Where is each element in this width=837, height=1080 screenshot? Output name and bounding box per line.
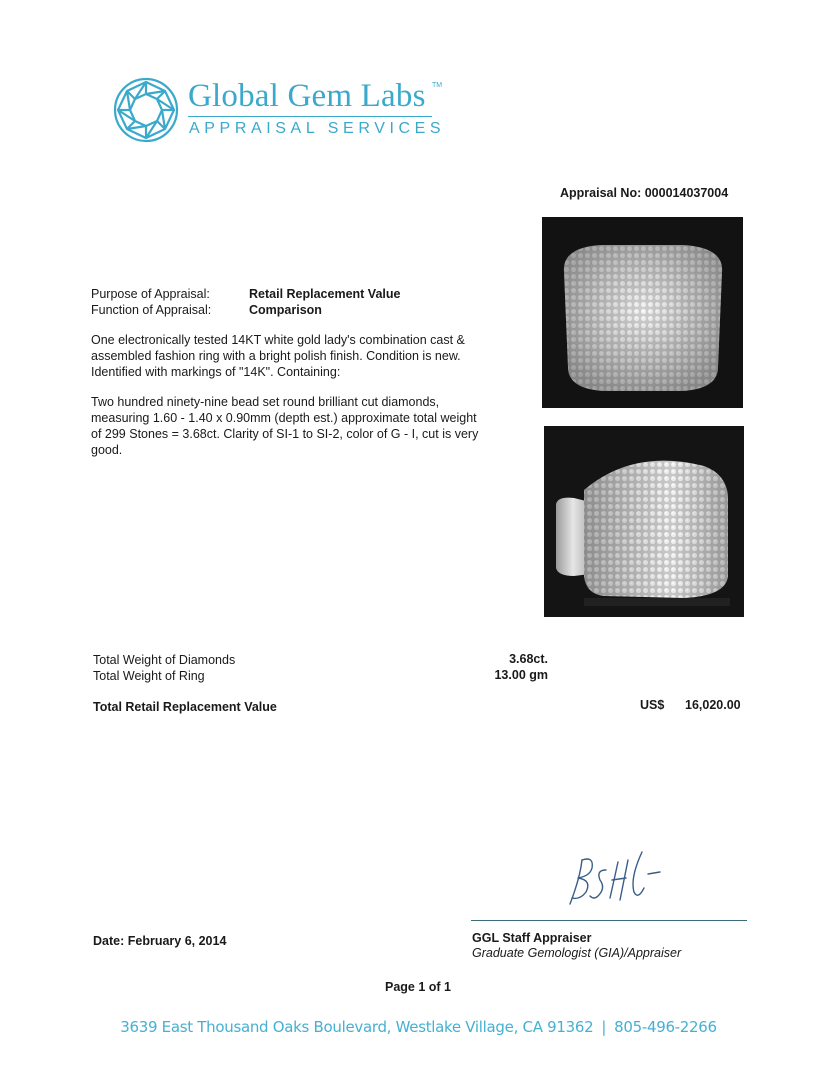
purpose-label: Purpose of Appraisal: bbox=[91, 287, 210, 301]
footer-address: 3639 East Thousand Oaks Boulevard, Westlake Village, CA 91362 bbox=[120, 1018, 594, 1036]
logo-trademark: TM bbox=[432, 82, 443, 89]
appraiser-signature bbox=[560, 848, 670, 910]
ring-photo-top bbox=[542, 217, 743, 408]
diamond-gem-icon bbox=[112, 76, 180, 144]
appraisal-number: Appraisal No: 000014037004 bbox=[560, 186, 729, 200]
footer-separator: | bbox=[601, 1018, 607, 1036]
stones-description: Two hundred ninety-nine bead set round brilliant cut diamonds, measuring 1.60 - 1.40 x 0.90mm (depth est.) approximate total weight of 299 Stones = 3.68ct. Clarity of SI-1 to SI-2, color of G - I, cut is very good. bbox=[91, 395, 479, 457]
function-value: Comparison bbox=[249, 303, 322, 317]
diamonds-weight-label: Total Weight of Diamonds bbox=[93, 653, 236, 667]
page-number: Page 1 of 1 bbox=[385, 980, 451, 994]
total-value: 16,020.00 bbox=[685, 698, 741, 712]
ring-weight-value: 13.00 gm bbox=[494, 668, 548, 682]
appraiser-name: GGL Staff Appraiser bbox=[472, 931, 592, 945]
item-description: One electronically tested 14KT white gold lady's combination cast & assembled fashion ring with a bright polish finish. Condition is new. Identified with markings of "14K". Containing: bbox=[91, 333, 465, 379]
logo-divider bbox=[188, 116, 432, 117]
footer-contact bbox=[0, 1018, 837, 1036]
total-value-label: Total Retail Replacement Value bbox=[93, 700, 277, 714]
total-currency: US$ bbox=[640, 698, 665, 712]
diamonds-weight-value: 3.68ct. bbox=[509, 652, 548, 666]
function-label: Function of Appraisal: bbox=[91, 303, 212, 317]
logo-name: Global Gem Labs bbox=[188, 78, 426, 114]
signature-line bbox=[471, 920, 747, 921]
appraiser-title: Graduate Gemologist (GIA)/Appraiser bbox=[472, 946, 682, 960]
logo-subtitle: APPRAISAL SERVICES bbox=[189, 120, 446, 137]
ring-weight-label: Total Weight of Ring bbox=[93, 669, 205, 683]
ring-photo-side bbox=[544, 426, 744, 617]
appraisal-date: Date: February 6, 2014 bbox=[93, 934, 227, 948]
purpose-value: Retail Replacement Value bbox=[249, 287, 401, 301]
footer-phone: 805-496-2266 bbox=[614, 1018, 717, 1036]
